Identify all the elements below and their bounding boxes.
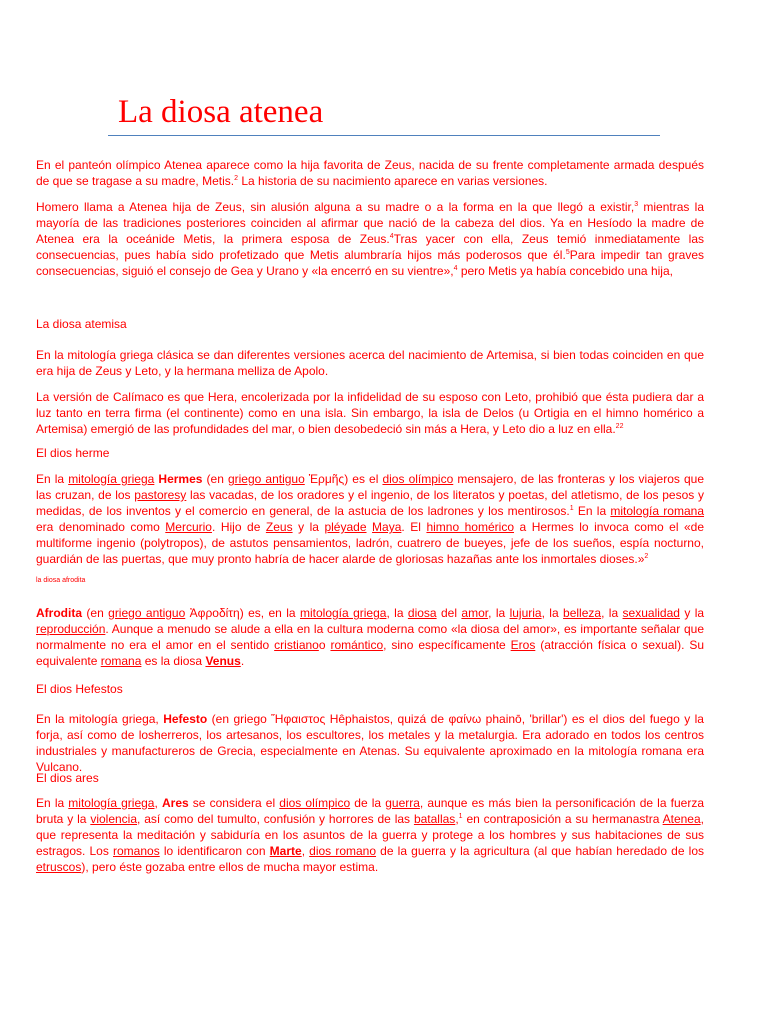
link-dios-olimpico[interactable]: dios olímpico	[382, 472, 454, 486]
link-mitologia-griega[interactable]: mitología griega	[299, 606, 387, 620]
link-pleyade[interactable]: pléyade	[324, 520, 367, 534]
text-run: ), pero éste gozaba entre ellos de mucha mayor estima.	[81, 860, 379, 874]
footnote-ref[interactable]: 2	[234, 175, 239, 182]
bold-term: Afrodita	[36, 606, 82, 620]
text-run: En el panteón olímpico Atenea aparece como la hija favorita de Zeus, nacida de su frente completamente armada después de que se tragase a su madre, Metis.	[36, 158, 704, 188]
link-mitologia-griega[interactable]: mitología griega	[68, 796, 155, 810]
text-run: en contraposición a su hermanastra	[462, 812, 663, 826]
text-run: Homero llama a Atenea hija de Zeus, sin alusión alguna a su madre o a la forma en la que llegó a existir,	[36, 200, 635, 214]
link-dios-olimpico[interactable]: dios olímpico	[279, 796, 351, 810]
link-cristiano[interactable]: cristiano	[274, 638, 319, 652]
text-run: (atracción física o sexual). Su equivalente	[36, 638, 704, 668]
link-romantico[interactable]: romántico	[330, 638, 384, 652]
link-diosa[interactable]: diosa	[407, 606, 437, 620]
text-run: . Hijo de	[211, 520, 266, 534]
hefestos-heading: El dios Hefestos	[36, 682, 123, 696]
link-griego-antiguo[interactable]: griego antiguo	[227, 472, 305, 486]
text-run: mientras la mayoría de las tradiciones posteriores coinciden al afirmar que nació de la cabeza del dios. Ya en Hesíodo la madre de Atenea era la oceánide Metis, la primera esposa de Zeus.	[36, 200, 704, 246]
herme-heading: El dios herme	[36, 446, 110, 460]
link-sexualidad[interactable]: sexualidad	[622, 606, 680, 620]
text-run: las vacadas, de los oradores y el ingenio, de los literatos y poetas, del atletismo, de los pesos y medidas, de los inventos y el comercio en general, de la astucia de los ladrones y los mentirosos.	[36, 488, 705, 518]
text-run: , la	[601, 606, 623, 620]
footnote-ref[interactable]: 3	[634, 201, 639, 208]
link-pastores[interactable]: pastoresy	[134, 488, 187, 502]
link-violencia[interactable]: violencia	[90, 812, 138, 826]
link-etruscos[interactable]: etruscos	[36, 860, 82, 874]
link-lujuria[interactable]: lujuria	[509, 606, 542, 620]
title-underline	[108, 135, 660, 136]
text-run: del	[436, 606, 462, 620]
text-run: , la	[386, 606, 408, 620]
text-run: En la	[573, 504, 611, 518]
footnote-ref[interactable]: 5	[565, 249, 570, 256]
text-run: era denominado como	[36, 520, 166, 534]
text-run: o	[318, 638, 331, 652]
link-venus[interactable]: Venus	[205, 654, 241, 668]
link-romana[interactable]: romana	[100, 654, 142, 668]
text-run: , aunque es más bien la personificación de la fuerza bruta y la	[36, 796, 705, 826]
link-batallas[interactable]: batallas	[413, 812, 456, 826]
afrodita-paragraph	[36, 605, 704, 669]
text-run: lo identificaron con	[159, 844, 270, 858]
link-atenea[interactable]: Atenea	[662, 812, 701, 826]
link-belleza[interactable]: belleza	[563, 606, 602, 620]
footnote-ref[interactable]: 22	[615, 423, 624, 430]
footnote-ref[interactable]: 1	[569, 505, 574, 512]
text-run: (en griego Ἥφαιστος Hêphaistos, quizá de φαίνω phainō, 'brillar') es el dios del fuego y la forja, así como de losherreros, los artesanos, los escultores, los metales y la metalurgia. Era adorado en todos los centros industriales y manufactureros de Grecia, especialmente en Atenas. Su equivalente aproximado en la mitología romana era Vulcano.	[36, 712, 704, 774]
link-mercurio[interactable]: Mercurio	[165, 520, 212, 534]
ares-heading: El dios ares	[36, 771, 99, 785]
bold-term: Hermes	[154, 472, 203, 486]
footnote-ref[interactable]: 4	[453, 265, 458, 272]
footnote-ref[interactable]: 4	[389, 233, 394, 240]
text-run: y la	[679, 606, 705, 620]
link-mitologia-romana[interactable]: mitología romana	[610, 504, 704, 518]
text-run: mensajero, de las fronteras y los viajeros que las cruzan, de los	[36, 472, 705, 502]
text-run: Para impedir tan graves consecuencias, siguió el consejo de Gea y Urano y «la encerró en su vientre»,	[36, 248, 704, 278]
bold-term: Ares	[161, 796, 189, 810]
text-run: , que representa la meditación y sabiduría en los asuntos de la guerra y protege a los hombres y sus habitaciones de sus estragos. Los	[36, 812, 704, 858]
text-run: , sino específicamente	[383, 638, 511, 652]
text-run: En la mitología griega,	[36, 712, 164, 726]
text-run: se considera el	[188, 796, 280, 810]
link-eros[interactable]: Eros	[510, 638, 536, 652]
text-run: . Aunque a menudo se alude a ella en la cultura moderna como «la diosa del amor», es importante señalar que normalmente no era el amor en el sentido	[36, 622, 704, 652]
text-run: pero Metis ya había concebido una hija,	[457, 264, 673, 278]
link-himno-homerico[interactable]: himno homérico	[426, 520, 514, 534]
link-mitologia-griega[interactable]: mitología griega	[68, 472, 155, 486]
herme-paragraph	[36, 471, 704, 567]
link-amor[interactable]: amor	[461, 606, 489, 620]
afrodita-heading: la diosa afrodita	[36, 577, 86, 584]
link-romanos[interactable]: romanos	[113, 844, 160, 858]
text-run: y la	[292, 520, 325, 534]
link-griego-antiguo[interactable]: griego antiguo	[108, 606, 186, 620]
text-run: En la	[36, 796, 69, 810]
footnote-ref[interactable]: 2	[644, 553, 649, 560]
text-run: a Hermes lo invoca como el «de multiforme ingenio (polytropos), de astutos pensamientos, ladrón, cuatrero de bueyes, jefe de los sueños, espía nocturno, guardián de las puertas, que muy pronto habría de hacer alarde de gloriosas hazañas ante los inmortales dioses.»	[36, 520, 705, 566]
link-zeus[interactable]: Zeus	[265, 520, 293, 534]
link-dios-romano[interactable]: dios romano	[309, 844, 377, 858]
text-run: ,	[154, 796, 162, 810]
page-title: La diosa atenea	[118, 94, 324, 130]
text-run: La historia de su nacimiento aparece en varias versiones.	[238, 174, 548, 188]
text-run: Ἀφροδίτη) es, en la	[185, 606, 300, 620]
bold-term: Hefesto	[163, 712, 208, 726]
text-run: ,	[301, 844, 310, 858]
text-run: ,	[455, 812, 459, 826]
text-run: , la	[488, 606, 510, 620]
link-maya[interactable]: Maya	[372, 520, 402, 534]
ares-paragraph	[36, 795, 704, 875]
link-marte[interactable]: Marte	[269, 844, 302, 858]
atenea-paragraph-2	[36, 199, 704, 279]
atenea-paragraph-1	[36, 157, 704, 189]
text-run: . El	[401, 520, 427, 534]
atemisa-paragraph-2	[36, 389, 704, 437]
text-run: La versión de Calímaco es que Hera, encolerizada por la infidelidad de su esposo con Leto, prohibió que ésta pudiera dar a luz tanto en terra firma (el continente) como en una isla. Sin embargo, la isla de Delos (u Ortigia en el himno homérico a Artemisa) emergió de las profundidades del mar, o bien desobedeció sin más a Hera, y Leto dio a luz en ella.	[36, 390, 704, 436]
atemisa-heading: La diosa atemisa	[36, 317, 127, 331]
text-run: Ἑρμῆς) es el	[304, 472, 383, 486]
text-run: (en	[82, 606, 109, 620]
atemisa-paragraph-1: En la mitología griega clásica se dan diferentes versiones acerca del nacimiento de Artemisa, si bien todas coinciden en que era hija de Zeus y Leto, y la hermana melliza de Apolo.	[36, 348, 704, 378]
footnote-ref[interactable]: 1	[458, 813, 463, 820]
text-run: Tras yacer con ella, Zeus temió inmediatamente las consecuencias, pues había sido profetizado que Metis alumbraría hijos más poderosos que él.	[36, 232, 704, 262]
hefestos-paragraph	[36, 711, 704, 775]
link-reproduccion[interactable]: reproducción	[36, 622, 106, 636]
text-run: En la	[36, 472, 69, 486]
text-run: de la guerra y la agricultura (al que habían heredado de los	[376, 844, 704, 858]
text-run: , así como del tumulto, confusión y horrores de las	[137, 812, 414, 826]
text-run: de la	[350, 796, 386, 810]
text-run: , la	[541, 606, 564, 620]
text-run: (en	[202, 472, 228, 486]
text-run: es la diosa	[141, 654, 206, 668]
link-guerra[interactable]: guerra	[385, 796, 420, 810]
text-run: .	[240, 654, 245, 668]
